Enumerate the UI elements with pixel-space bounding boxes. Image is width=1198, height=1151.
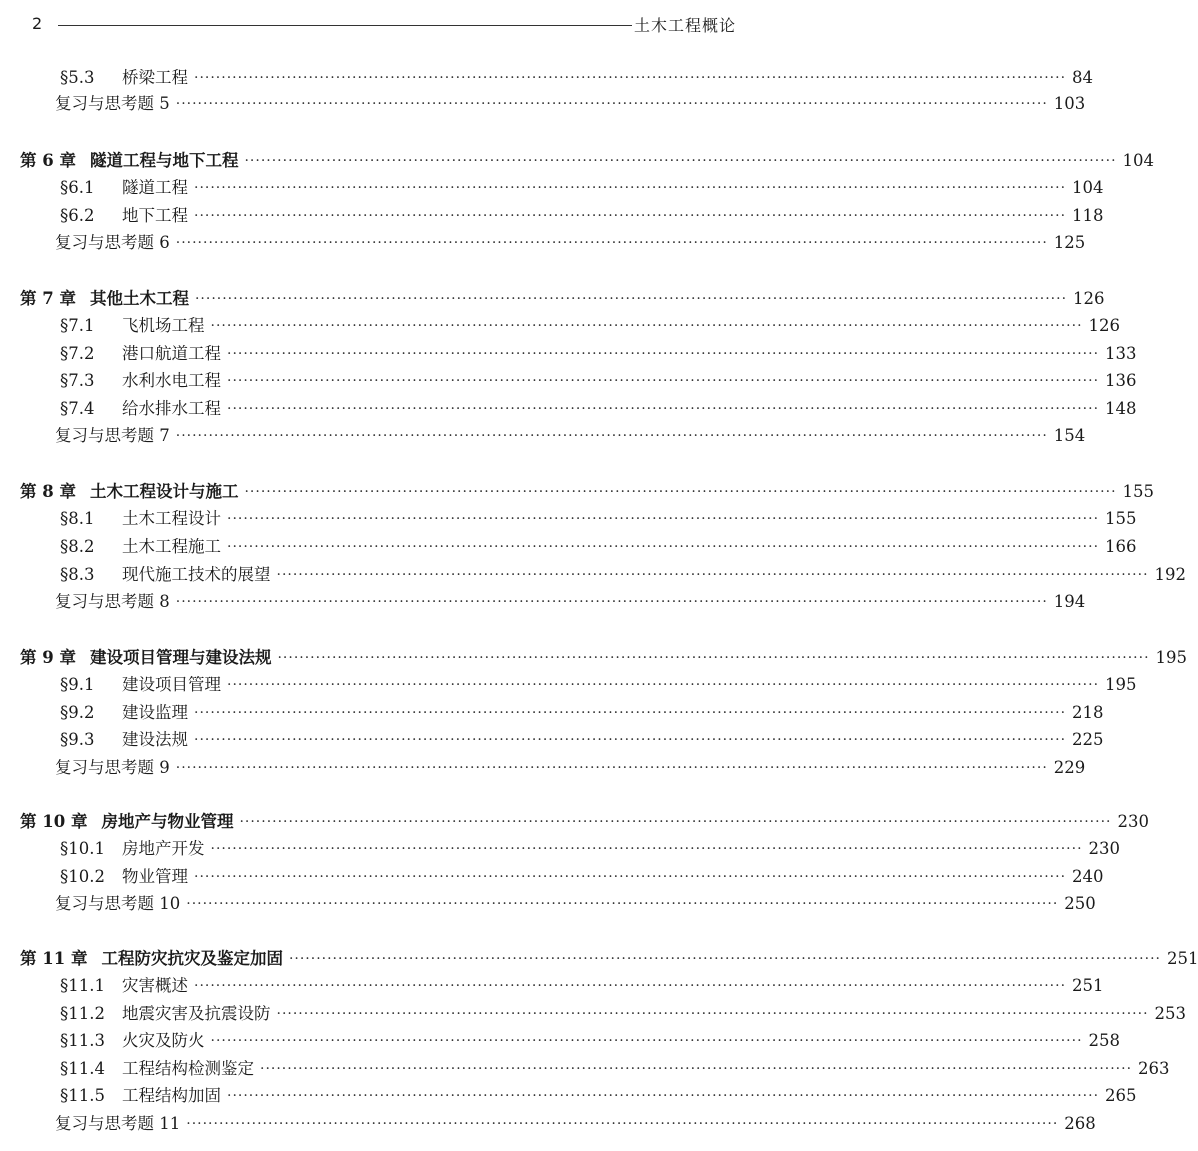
toc-entry-label xyxy=(20,148,238,174)
toc-section-entry[interactable] xyxy=(0,1028,1121,1054)
section-title: 给水排水工程 xyxy=(122,399,221,418)
toc-entry-label xyxy=(20,946,283,972)
leader-dots: ································································································································································ xyxy=(194,869,1067,885)
toc-entry-label xyxy=(60,175,188,201)
toc-entry-label xyxy=(20,286,189,312)
section-title: 工程结构检测鉴定 xyxy=(122,1059,254,1078)
page-reference: 268 xyxy=(1064,1114,1096,1133)
toc-section-entry[interactable] xyxy=(0,313,1121,339)
leader-dots: ································································································································································ xyxy=(227,539,1100,555)
page-reference: 155 xyxy=(1122,482,1155,501)
review-title: 复习与思考题 9 xyxy=(55,758,170,777)
page-reference: 230 xyxy=(1088,839,1121,858)
page-reference: 103 xyxy=(1053,94,1086,113)
toc-section-entry[interactable] xyxy=(0,562,1187,588)
toc-section-entry[interactable] xyxy=(0,396,1137,422)
page-reference: 125 xyxy=(1053,233,1086,252)
section-title: 工程结构加固 xyxy=(122,1086,221,1105)
leader-dots: ································································································································································ xyxy=(194,978,1067,994)
page-reference: 154 xyxy=(1053,426,1086,445)
section-title: 房地产开发 xyxy=(122,839,205,858)
toc-entry-label xyxy=(55,589,170,615)
book-title: 土木工程概论 xyxy=(633,16,736,35)
review-title: 复习与思考题 7 xyxy=(55,426,170,445)
toc-entry-label xyxy=(55,91,170,117)
toc-chapter-entry[interactable] xyxy=(0,809,1149,835)
section-number: §11.4 xyxy=(60,1059,105,1078)
chapter-number: 第 11 章 xyxy=(20,949,88,968)
page-reference: 118 xyxy=(1072,206,1104,225)
section-number: §6.2 xyxy=(60,206,95,225)
chapter-number: 第 6 章 xyxy=(20,151,76,170)
toc-entry-label xyxy=(60,672,221,698)
toc-entry-label xyxy=(60,1028,205,1054)
toc-entry-label xyxy=(20,479,238,505)
leader-dots: ································································································································································ xyxy=(194,291,1068,307)
leader-dots: ································································································································································ xyxy=(186,896,1059,912)
leader-dots: ································································································································································ xyxy=(239,814,1112,830)
toc-entry-label xyxy=(60,534,221,560)
review-title: 复习与思考题 5 xyxy=(55,94,170,113)
section-number: §9.2 xyxy=(60,703,95,722)
section-number: §8.3 xyxy=(60,565,95,584)
toc-review-entry[interactable] xyxy=(0,423,1086,449)
toc-entry-label xyxy=(60,1056,254,1082)
toc-review-entry[interactable] xyxy=(0,891,1096,917)
page-reference: 195 xyxy=(1155,648,1188,667)
toc-entry-label xyxy=(60,836,205,862)
section-title: 建设监理 xyxy=(122,703,188,722)
toc-entry-label xyxy=(60,727,188,753)
page-reference: 258 xyxy=(1088,1031,1121,1050)
chapter-title: 其他土木工程 xyxy=(89,289,189,308)
section-title: 地震灾害及抗震设防 xyxy=(122,1004,271,1023)
toc-section-entry[interactable] xyxy=(0,727,1104,753)
chapter-title: 建设项目管理与建设法规 xyxy=(89,648,272,667)
page-reference: 218 xyxy=(1072,703,1104,722)
toc-section-entry[interactable] xyxy=(0,1001,1187,1027)
section-number: §11.3 xyxy=(60,1031,105,1050)
toc-section-entry[interactable] xyxy=(0,973,1104,999)
page-reference: 195 xyxy=(1105,675,1137,694)
page-reference: 251 xyxy=(1072,976,1104,995)
toc-review-entry[interactable] xyxy=(0,230,1086,256)
toc-chapter-entry[interactable] xyxy=(0,946,1198,972)
section-number: §8.1 xyxy=(60,509,95,528)
toc-section-entry[interactable] xyxy=(0,534,1137,560)
section-title: 土木工程施工 xyxy=(122,537,221,556)
toc-review-entry[interactable] xyxy=(0,589,1086,615)
review-title: 复习与思考题 11 xyxy=(55,1114,181,1133)
section-number: §8.2 xyxy=(60,537,95,556)
chapter-number: 第 7 章 xyxy=(20,289,76,308)
toc-entry-label xyxy=(60,506,221,532)
page-reference: 104 xyxy=(1072,178,1104,197)
section-title: 土木工程设计 xyxy=(122,509,221,528)
section-number: §9.1 xyxy=(60,675,95,694)
leader-dots: ································································································································································ xyxy=(227,373,1100,389)
leader-dots: ································································································································································ xyxy=(227,346,1100,362)
page-reference: 240 xyxy=(1072,867,1104,886)
leader-dots: ································································································································································ xyxy=(194,732,1067,748)
section-title: 火灾及防火 xyxy=(122,1031,205,1050)
section-title: 飞机场工程 xyxy=(122,316,205,335)
toc-entry-label xyxy=(20,645,271,671)
toc-section-entry[interactable] xyxy=(0,341,1137,367)
section-title: 桥梁工程 xyxy=(122,68,188,87)
section-title: 灾害概述 xyxy=(122,976,188,995)
leader-dots: ································································································································································ xyxy=(210,841,1083,857)
page-reference: 133 xyxy=(1105,344,1137,363)
toc-section-entry[interactable] xyxy=(0,672,1137,698)
toc-chapter-entry[interactable] xyxy=(0,286,1105,312)
toc-review-entry[interactable] xyxy=(0,91,1086,117)
leader-dots: ································································································································································ xyxy=(186,1116,1059,1132)
leader-dots: ································································································································································ xyxy=(175,760,1048,776)
section-title: 隧道工程 xyxy=(122,178,188,197)
leader-dots: ································································································································································ xyxy=(227,1088,1100,1104)
section-number: §5.3 xyxy=(60,68,95,87)
leader-dots: ································································································································································ xyxy=(210,1033,1083,1049)
page-reference: 155 xyxy=(1105,509,1137,528)
toc-entry-label xyxy=(55,1111,180,1137)
header-rule xyxy=(58,25,632,26)
page-reference: 166 xyxy=(1105,537,1137,556)
leader-dots: ································································································································································ xyxy=(276,1006,1149,1022)
toc-section-entry[interactable] xyxy=(0,65,1094,91)
toc-entry-label xyxy=(60,65,188,91)
running-header xyxy=(0,0,750,50)
toc-entry-label xyxy=(60,864,188,890)
section-number: §9.3 xyxy=(60,730,95,749)
page-reference: 104 xyxy=(1122,151,1155,170)
section-number: §11.5 xyxy=(60,1086,105,1105)
toc-entry-label xyxy=(55,891,180,917)
page-reference: 225 xyxy=(1072,730,1104,749)
toc-section-entry[interactable] xyxy=(0,203,1104,229)
toc-section-entry[interactable] xyxy=(0,700,1104,726)
leader-dots: ································································································································································ xyxy=(260,1061,1133,1077)
leader-dots: ································································································································································ xyxy=(175,96,1048,112)
page-reference: 253 xyxy=(1154,1004,1187,1023)
page-reference: 126 xyxy=(1088,316,1121,335)
toc-entry-label xyxy=(60,313,205,339)
section-number: §7.3 xyxy=(60,371,95,390)
toc-chapter-entry[interactable] xyxy=(0,479,1155,505)
page-reference: 192 xyxy=(1154,565,1187,584)
toc-section-entry[interactable] xyxy=(0,1083,1137,1109)
section-number: §6.1 xyxy=(60,178,95,197)
toc-section-entry[interactable] xyxy=(0,864,1104,890)
page-reference: 126 xyxy=(1073,289,1105,308)
chapter-title: 土木工程设计与施工 xyxy=(89,482,239,501)
leader-dots: ································································································································································ xyxy=(288,951,1161,967)
toc-entry-label xyxy=(60,700,188,726)
page-reference: 136 xyxy=(1105,371,1137,390)
chapter-title: 工程防灾抗灾及鉴定加固 xyxy=(101,949,283,968)
section-number: §7.2 xyxy=(60,344,95,363)
chapter-number: 第 8 章 xyxy=(20,482,76,501)
toc-entry-label xyxy=(55,230,170,256)
review-title: 复习与思考题 8 xyxy=(55,592,170,611)
toc-chapter-entry[interactable] xyxy=(0,148,1155,174)
toc-chapter-entry[interactable] xyxy=(0,645,1188,671)
section-number: §7.1 xyxy=(60,316,95,335)
chapter-title: 房地产与物业管理 xyxy=(101,812,234,831)
toc-section-entry[interactable] xyxy=(0,1056,1170,1082)
page-reference: 148 xyxy=(1105,399,1137,418)
section-number: §10.2 xyxy=(60,867,105,886)
page-reference: 251 xyxy=(1166,949,1198,968)
chapter-number: 第 9 章 xyxy=(20,648,76,667)
toc-entry-label xyxy=(60,203,188,229)
toc-entry-label xyxy=(60,341,221,367)
toc-entry-label xyxy=(55,423,170,449)
page-reference: 84 xyxy=(1072,68,1094,87)
leader-dots: ································································································································································ xyxy=(175,235,1048,251)
leader-dots: ································································································································································ xyxy=(277,650,1150,666)
chapter-number: 第 10 章 xyxy=(20,812,88,831)
section-title: 水利水电工程 xyxy=(122,371,221,390)
toc-entry-label xyxy=(60,368,221,394)
toc-review-entry[interactable] xyxy=(0,1111,1096,1137)
toc-section-entry[interactable] xyxy=(0,506,1137,532)
toc-entry-label xyxy=(60,1001,271,1027)
review-title: 复习与思考题 6 xyxy=(55,233,170,252)
toc-review-entry[interactable] xyxy=(0,755,1086,781)
leader-dots: ································································································································································ xyxy=(244,153,1117,169)
page-reference: 229 xyxy=(1053,758,1086,777)
chapter-title: 隧道工程与地下工程 xyxy=(89,151,239,170)
section-number: §11.1 xyxy=(60,976,105,995)
page-number: 2 xyxy=(32,14,43,33)
leader-dots: ································································································································································ xyxy=(244,484,1117,500)
section-title: 现代施工技术的展望 xyxy=(122,565,271,584)
toc-entry-label xyxy=(60,1083,221,1109)
toc-section-entry[interactable] xyxy=(0,836,1121,862)
leader-dots: ································································································································································ xyxy=(194,705,1067,721)
toc-entry-label xyxy=(55,755,170,781)
section-title: 港口航道工程 xyxy=(122,344,221,363)
leader-dots: ································································································································································ xyxy=(175,428,1048,444)
page-reference: 250 xyxy=(1064,894,1096,913)
leader-dots: ································································································································································ xyxy=(227,401,1100,417)
section-title: 建设法规 xyxy=(122,730,188,749)
section-title: 建设项目管理 xyxy=(122,675,221,694)
section-title: 物业管理 xyxy=(122,867,188,886)
leader-dots: ································································································································································ xyxy=(276,567,1149,583)
review-title: 复习与思考题 10 xyxy=(55,894,181,913)
section-number: §7.4 xyxy=(60,399,95,418)
leader-dots: ································································································································································ xyxy=(194,70,1067,86)
page-reference: 265 xyxy=(1105,1086,1137,1105)
leader-dots: ································································································································································ xyxy=(227,677,1100,693)
toc-section-entry[interactable] xyxy=(0,175,1104,201)
leader-dots: ································································································································································ xyxy=(194,208,1067,224)
page-reference: 230 xyxy=(1117,812,1149,831)
section-number: §11.2 xyxy=(60,1004,105,1023)
page-reference: 194 xyxy=(1053,592,1086,611)
toc-entry-label xyxy=(20,809,233,835)
leader-dots: ································································································································································ xyxy=(175,594,1048,610)
toc-entry-label xyxy=(60,396,221,422)
page-reference: 263 xyxy=(1138,1059,1170,1078)
toc-section-entry[interactable] xyxy=(0,368,1137,394)
section-title: 地下工程 xyxy=(122,206,188,225)
section-number: §10.1 xyxy=(60,839,105,858)
leader-dots: ································································································································································ xyxy=(194,180,1067,196)
leader-dots: ································································································································································ xyxy=(227,511,1100,527)
toc-entry-label xyxy=(60,562,271,588)
toc-entry-label xyxy=(60,973,188,999)
leader-dots: ································································································································································ xyxy=(210,318,1083,334)
